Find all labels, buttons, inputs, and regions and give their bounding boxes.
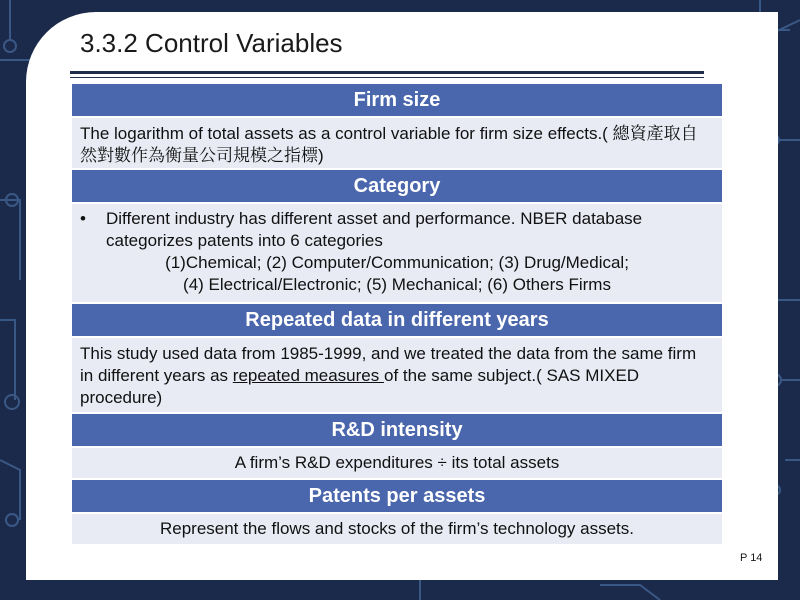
- title-divider: [70, 71, 704, 74]
- firm-size-body: The logarithm of total assets as a control variable for firm size effects.( 總資產取自然對數作為衡量公司規模之指標): [72, 118, 722, 170]
- category-line-1: (1)Chemical; (2) Computer/Communication; (3) Drug/Medical;: [165, 253, 629, 272]
- bullet-glyph: •: [80, 209, 86, 228]
- category-bullet-item: [80, 208, 714, 252]
- control-variables-table: [72, 84, 722, 546]
- repeated-measures-underlined: repeated measures: [232, 366, 384, 385]
- firm-size-header: Firm size: [72, 84, 722, 118]
- repeated-text-after: of the same subject.( SAS MIXED procedure): [80, 366, 640, 407]
- category-text: Different industry has different asset and performance. NBER database categorizes patents into 6 categories: [106, 209, 643, 250]
- rd-intensity-header: R&D intensity: [72, 414, 722, 448]
- category-header: Category: [72, 170, 722, 204]
- page-title: 3.3.2 Control Variables: [80, 28, 343, 58]
- category-body: [72, 204, 722, 304]
- patents-per-assets-header: Patents per assets: [72, 480, 722, 514]
- patents-per-assets-body: Represent the flows and stocks of the firm’s technology assets.: [72, 514, 722, 546]
- repeated-data-body: [72, 338, 722, 414]
- repeated-text-before: This study used data from 1985-1999, and we treated the data from the same firm in different years as: [80, 344, 697, 385]
- category-line-2: (4) Electrical/Electronic; (5) Mechanical; (6) Others Firms: [183, 275, 611, 294]
- page-number: P 14: [740, 552, 763, 564]
- rd-intensity-body: A firm’s R&D expenditures ÷ its total assets: [72, 448, 722, 480]
- title-divider-thin: [70, 77, 704, 78]
- repeated-data-header: Repeated data in different years: [72, 304, 722, 338]
